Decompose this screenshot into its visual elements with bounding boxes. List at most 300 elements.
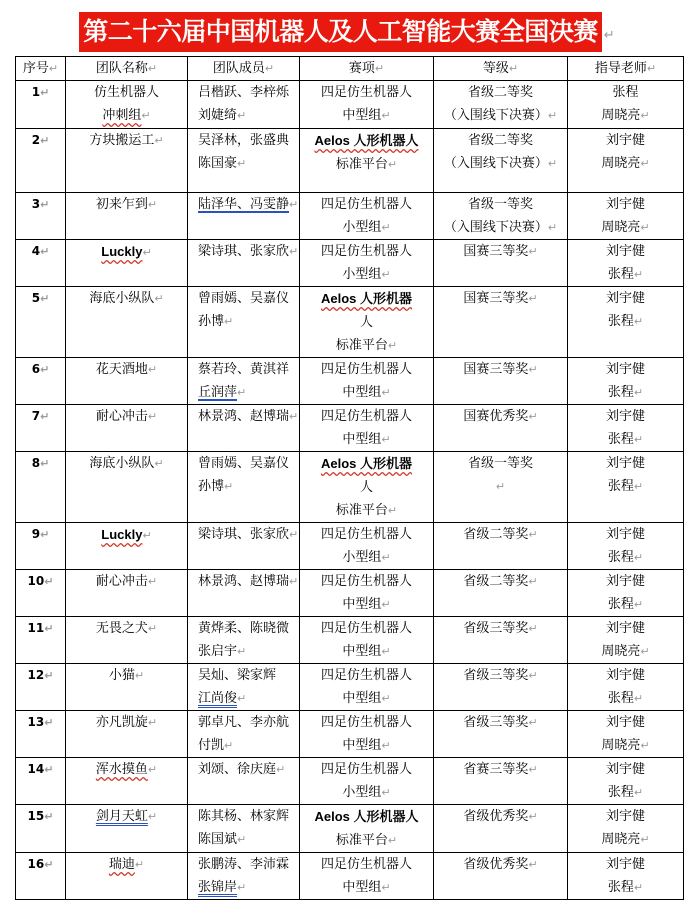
paragraph-mark-icon: ↵ [633,881,644,894]
cell-teachers-line: 刘宇健 [605,456,645,471]
cell-teachers [568,452,684,523]
cell-team-line: 方块搬运工↵ [89,133,164,148]
cell-team-line: 耐心冲击↵ [95,574,158,589]
paragraph-mark-icon: ↵ [40,292,50,305]
cell-members [188,81,300,129]
cell-members-line: 张锦岸↵ [198,880,247,895]
cell-event-line: 四足仿生机器人 [320,574,412,589]
paragraph-mark-icon: ↵ [633,598,644,611]
cell-teachers-line: 周晓亮↵ [601,108,650,123]
cell-level-line: （入围线下决赛）↵ [443,108,558,123]
document-title-text: 第二十六届中国机器人及人工智能大赛全国决赛 [83,17,598,46]
cell-event-line: 中型组↵ [342,738,391,753]
row-number: 4 [31,244,41,258]
paragraph-mark-icon: ↵ [237,157,247,170]
cell-team-line: Luckly↵ [101,244,152,259]
cell-level [434,570,568,617]
cell-team [66,805,188,853]
cell-members-line: 林景鸿、赵博瑞↵ [198,409,299,424]
header-level: 等级↵ [434,57,568,81]
header-team: 团队名称↵ [66,57,188,81]
cell-no [16,853,66,900]
cell-teachers-line: 刘宇健 [605,197,645,212]
row-number: 14 [27,762,45,776]
cell-event-line: 四足仿生机器人 [320,668,412,683]
cell-members [188,570,300,617]
cell-teachers-line: 张程 [612,85,639,100]
cell-members-line: 曾雨嫣、吴嘉仪 [198,291,290,306]
paragraph-mark-icon: ↵ [237,881,247,894]
cell-members [188,853,300,900]
cell-team [66,853,188,900]
paragraph-mark-icon: ↵ [44,858,54,871]
paragraph-mark-icon: ↵ [528,763,538,776]
cell-event [300,805,434,853]
cell-members [188,805,300,853]
cell-event [300,240,434,287]
cell-event-line: 四足仿生机器人 [320,362,412,377]
cell-team [66,193,188,240]
cell-team-line: 剑月天虹↵ [95,809,158,824]
cell-event-line: 人 [359,480,373,495]
cell-members-line: 孙博↵ [198,479,234,494]
cell-event-line: 中型组↵ [342,597,391,612]
table-row [16,758,684,805]
cell-level [434,664,568,711]
paragraph-mark-icon: ↵ [528,716,538,729]
paragraph-mark-icon: ↵ [147,575,158,588]
cell-team [66,452,188,523]
cell-teachers-line: 刘宇健 [605,244,645,259]
table-row [16,129,684,193]
paragraph-mark-icon: ↵ [387,158,398,171]
paragraph-mark-icon: ↵ [633,315,644,328]
paragraph-mark-icon: ↵ [387,339,398,352]
paragraph-mark-icon: ↵ [224,315,234,328]
paragraph-mark-icon: ↵ [44,716,54,729]
cell-teachers-line: 周晓亮↵ [601,220,650,235]
cell-teachers [568,81,684,129]
paragraph-mark-icon: ↵ [381,268,391,281]
cell-level [434,617,568,664]
cell-level-line: 省级优秀奖↵ [463,809,538,824]
cell-teachers-line: 张程↵ [607,880,644,895]
cell-team-line: 花天酒地↵ [95,362,158,377]
cell-team-line: 仿生机器人 [93,85,159,100]
cell-team [66,287,188,358]
cell-members-line: 刘颂、徐庆庭↵ [198,762,286,777]
cell-members [188,664,300,711]
cell-level [434,358,568,405]
table-row [16,523,684,570]
paragraph-mark-icon: ↵ [40,410,50,423]
table-row [16,452,684,523]
paragraph-mark-icon: ↵ [237,645,247,658]
paragraph-mark-icon: ↵ [528,575,538,588]
paragraph-mark-icon: ↵ [142,246,152,259]
cell-event-line: 四足仿生机器人 [320,715,412,730]
paragraph-mark-icon: ↵ [528,245,538,258]
cell-team [66,358,188,405]
cell-no [16,617,66,664]
cell-event [300,452,434,523]
cell-level-line: （入围线下决赛）↵ [443,220,558,235]
cell-team [66,129,188,193]
row-number: 2 [31,133,41,147]
cell-members-line: 郭卓凡、李亦航 [198,715,290,730]
paragraph-mark-icon: ↵ [381,551,391,564]
cell-event [300,664,434,711]
results-table [15,56,684,900]
paragraph-mark-icon: ↵ [147,763,158,776]
table-row [16,287,684,358]
cell-members-line: 陈国豪↵ [198,156,247,171]
cell-level-line [436,475,565,498]
cell-level-line: （入围线下决赛）↵ [443,156,558,171]
cell-members-line: 吕楷跃、李梓烁 [198,85,290,100]
cell-members [188,129,300,193]
cell-no [16,805,66,853]
cell-no [16,758,66,805]
cell-members-line: 付凯↵ [198,738,234,753]
table-row [16,570,684,617]
paragraph-mark-icon: ↵ [40,134,50,147]
cell-team-line: 无畏之犬↵ [95,621,158,636]
paragraph-mark-icon: ↵ [381,881,391,894]
cell-members [188,240,300,287]
paragraph-mark-icon: ↵ [237,386,247,399]
cell-event-line: Aelos 人形机器 [320,291,412,306]
cell-event-line: 四足仿生机器人 [320,857,412,872]
cell-event [300,81,434,129]
paragraph-mark-icon: ↵ [154,457,164,470]
paragraph-mark-icon: ↵ [381,221,391,234]
paragraph-mark-icon: ↵ [633,480,644,493]
paragraph-mark-icon: ↵ [640,645,650,658]
cell-level-line: 省级二等奖 [467,85,533,100]
cell-teachers-line: 刘宇健 [605,715,645,730]
cell-teachers-line: 刘宇健 [605,133,645,148]
cell-teachers [568,523,684,570]
row-number: 3 [31,197,41,211]
cell-event-line: 小型组↵ [342,785,391,800]
row-number: 6 [31,362,41,376]
cell-team-line: 小猫↵ [108,668,145,683]
cell-teachers-line: 刘宇健 [605,668,645,683]
cell-members-line: 曾雨嫣、吴嘉仪 [198,456,290,471]
paragraph-mark-icon: ↵ [44,575,54,588]
cell-event [300,193,434,240]
paragraph-mark-icon: ↵ [633,268,644,281]
cell-event-line: 人 [359,315,373,330]
paragraph-mark-icon: ↵ [547,221,558,234]
cell-no [16,287,66,358]
table-header-row [16,57,684,81]
cell-level [434,405,568,452]
cell-team-line: Luckly↵ [101,527,152,542]
cell-members-line: 江尚俊↵ [198,691,247,706]
cell-team-line: 耐心冲击↵ [95,409,158,424]
cell-members [188,452,300,523]
paragraph-mark-icon: ↵ [528,410,538,423]
paragraph-mark-icon: ↵ [147,810,158,823]
paragraph-mark-icon: ↵ [381,433,391,446]
table-body [16,81,684,900]
cell-members [188,287,300,358]
paragraph-mark-icon: ↵ [147,198,158,211]
paragraph-mark-icon: ↵ [237,109,247,122]
cell-teachers-line: 刘宇健 [605,291,645,306]
paragraph-mark-icon: ↵ [40,457,50,470]
cell-event-line: 中型组↵ [342,644,391,659]
cell-team-line: 冲刺组↵ [102,108,151,123]
row-number: 16 [27,857,45,871]
cell-members-line: 梁诗琪、张家欣↵ [198,244,299,259]
cell-teachers [568,805,684,853]
cell-level-line: 省级二等奖↵ [463,527,538,542]
cell-event [300,711,434,758]
cell-level [434,193,568,240]
cell-event-line: 小型组↵ [342,220,391,235]
cell-teachers-line: 周晓亮↵ [601,832,650,847]
cell-teachers-line: 周晓亮↵ [601,156,650,171]
cell-members-line: 张鹏涛、李沛霖 [198,857,290,872]
cell-event-line: 四足仿生机器人 [320,409,412,424]
cell-event-line: 小型组↵ [342,550,391,565]
cell-event-line: 中型组↵ [342,108,391,123]
row-number: 15 [27,809,45,823]
paragraph-mark-icon: ↵ [381,645,391,658]
cell-event [300,405,434,452]
paragraph-mark-icon: ↵ [547,109,558,122]
paragraph-mark-icon: ↵ [289,198,299,211]
cell-event [300,570,434,617]
paragraph-mark-icon: ↵ [237,833,247,846]
cell-team-line: 瑞迪↵ [108,857,145,872]
cell-teachers [568,758,684,805]
cell-event-line: Aelos 人形机器人 [314,133,419,148]
row-number: 11 [27,621,45,635]
cell-teachers-line: 刘宇健 [605,574,645,589]
table-row [16,240,684,287]
paragraph-mark-icon: ↵ [276,763,286,776]
paragraph-mark-icon: ↵ [142,529,152,542]
paragraph-mark-icon: ↵ [633,692,644,705]
cell-level [434,452,568,523]
cell-level [434,240,568,287]
paragraph-mark-icon: ↵ [381,739,391,752]
paragraph-mark-icon: ↵ [633,786,644,799]
cell-level [434,81,568,129]
cell-no [16,711,66,758]
cell-event-line: 四足仿生机器人 [320,244,412,259]
header-members: 团队成员↵ [188,57,300,81]
cell-teachers-line: 张程↵ [607,785,644,800]
table-row [16,358,684,405]
cell-teachers-line: 周晓亮↵ [601,644,650,659]
cell-members [188,758,300,805]
cell-teachers-line: 张程↵ [607,597,644,612]
row-number: 9 [31,527,41,541]
cell-members-line: 蔡若玲、黄淇祥 [198,362,290,377]
cell-teachers [568,664,684,711]
cell-level-line: 省级二等奖 [467,133,533,148]
paragraph-mark-icon: ↵ [147,622,158,635]
paragraph-mark-icon: ↵ [381,598,391,611]
paragraph-mark-icon: ↵ [528,669,538,682]
cell-teachers-line: 刘宇健 [605,762,645,777]
paragraph-mark-icon: ↵ [640,109,650,122]
paragraph-mark-icon: ↵ [640,739,650,752]
cell-level-line: 省级一等奖 [467,197,533,212]
cell-event [300,758,434,805]
paragraph-mark-icon: ↵ [44,622,54,635]
cell-level [434,129,568,193]
cell-team [66,758,188,805]
cell-event-line: Aelos 人形机器人 [314,809,419,824]
cell-teachers-line: 张程↵ [607,314,644,329]
cell-team-line: 海底小纵队↵ [89,456,164,471]
paragraph-mark-icon: ↵ [381,786,391,799]
paragraph-mark-icon: ↵ [289,410,299,423]
cell-teachers [568,358,684,405]
paragraph-mark-icon: ↵ [147,410,158,423]
cell-no [16,405,66,452]
cell-teachers-line: 刘宇健 [605,362,645,377]
cell-no [16,240,66,287]
cell-teachers-line: 张程↵ [607,267,644,282]
cell-team [66,570,188,617]
paragraph-mark-icon: ↵ [40,245,50,258]
paragraph-mark-icon: ↵ [40,198,50,211]
cell-teachers-line: 张程↵ [607,432,644,447]
table-row [16,805,684,853]
cell-team [66,711,188,758]
cell-members-line: 吴泽林，张盛典 [198,133,290,148]
paragraph-mark-icon: ↵ [528,528,538,541]
cell-event-line: 中型组↵ [342,691,391,706]
paragraph-mark-icon: ↵ [528,292,538,305]
header-no: 序号↵ [16,57,66,81]
cell-members-line: 吴灿、梁家辉 [198,668,277,683]
paragraph-mark-icon: ↵ [224,739,234,752]
row-number: 5 [31,291,41,305]
cell-teachers-line: 刘宇健 [605,527,645,542]
cell-level [434,853,568,900]
header-event: 赛项↵ [300,57,434,81]
cell-event [300,617,434,664]
cell-event-line: 中型组↵ [342,432,391,447]
table-row [16,711,684,758]
cell-teachers [568,405,684,452]
cell-teachers-line: 周晓亮↵ [601,738,650,753]
paragraph-mark-icon: ↵ [40,86,50,99]
cell-event-line: 四足仿生机器人 [320,527,412,542]
cell-event [300,129,434,193]
paragraph-mark-icon: ↵ [40,363,50,376]
cell-level-line: 省级三等奖↵ [463,621,538,636]
cell-event-line: 中型组↵ [342,385,391,400]
paragraph-mark-icon: ↵ [134,858,145,871]
cell-event-line: 标准平台↵ [335,157,398,172]
cell-level [434,805,568,853]
paragraph-mark-icon: ↵ [640,833,650,846]
cell-teachers-line: 刘宇健 [605,857,645,872]
paragraph-mark-icon: ↵ [237,692,247,705]
cell-teachers-line: 刘宇健 [605,809,645,824]
cell-members [188,711,300,758]
cell-members [188,193,300,240]
paragraph-mark-icon: ↵ [528,622,538,635]
cell-level-line: 省级二等奖↵ [463,574,538,589]
cell-team-line: 海底小纵队↵ [89,291,164,306]
cell-level-line: 国赛三等奖↵ [463,291,538,306]
cell-event-line: 四足仿生机器人 [320,197,412,212]
paragraph-mark-icon: ↵ [44,763,54,776]
cell-teachers [568,617,684,664]
cell-teachers [568,129,684,193]
cell-team [66,405,188,452]
cell-level-line: 国赛三等奖↵ [463,362,538,377]
cell-event-line: 小型组↵ [342,267,391,282]
cell-event-line: Aelos 人形机器 [320,456,412,471]
cell-level-line: 省级一等奖 [467,456,533,471]
paragraph-mark-icon: ↵ [147,363,158,376]
paragraph-mark-icon: ↵ [640,221,650,234]
row-number: 13 [27,715,45,729]
cell-members-line: 陈其杨、林家辉 [198,809,290,824]
cell-members-line: 陆泽华、冯雯静↵ [198,197,299,212]
paragraph-mark-icon: ↵ [387,504,398,517]
paragraph-mark-icon: ↵ [40,528,50,541]
header-teachers: 指导老师↵ [568,57,684,81]
paragraph-mark-icon: ↵ [224,480,234,493]
cell-level-line: 省赛三等奖↵ [463,762,538,777]
row-number: 1 [31,85,41,99]
table-row [16,405,684,452]
cell-event-line: 四足仿生机器人 [320,762,412,777]
cell-teachers-line: 张程↵ [607,691,644,706]
cell-level [434,287,568,358]
paragraph-mark-icon: ↵ [633,433,644,446]
cell-no [16,358,66,405]
cell-teachers [568,711,684,758]
cell-no [16,193,66,240]
cell-team [66,240,188,287]
cell-event [300,358,434,405]
cell-members [188,358,300,405]
cell-team [66,664,188,711]
paragraph-mark-icon: ↵ [381,386,391,399]
cell-members-line: 梁诗琪、张家欣↵ [198,527,299,542]
paragraph-mark-icon: ↵ [547,157,558,170]
table-row [16,81,684,129]
cell-team-line: 浑水摸鱼↵ [95,762,158,777]
cell-team [66,523,188,570]
cell-level [434,758,568,805]
cell-team [66,617,188,664]
cell-teachers-line: 刘宇健 [605,621,645,636]
cell-teachers-line: 张程↵ [607,479,644,494]
paragraph-mark-icon: ↵ [154,292,164,305]
cell-event [300,853,434,900]
paragraph-mark-icon: ↵ [134,669,145,682]
cell-members-line: 丘润萍↵ [198,385,247,400]
paragraph-mark-icon: ↵ [44,669,54,682]
paragraph-mark-icon: ↵ [528,810,538,823]
paragraph-mark-icon: ↵ [528,363,538,376]
cell-no [16,570,66,617]
